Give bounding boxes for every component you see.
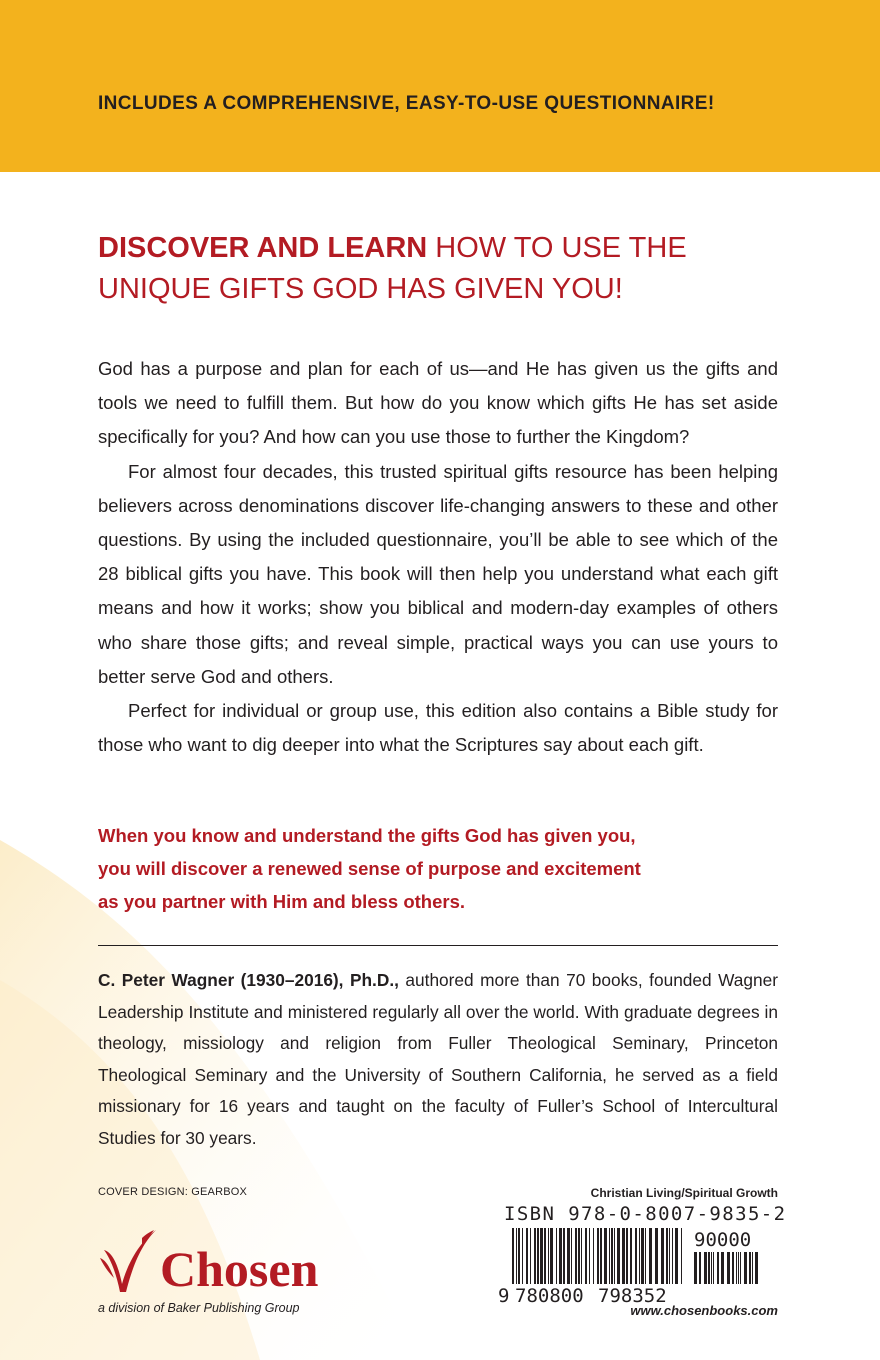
barcode-bar — [672, 1228, 673, 1284]
barcode-bar — [626, 1228, 628, 1284]
barcode-bar — [578, 1228, 580, 1284]
author-bio — [98, 965, 778, 1154]
barcode-bar — [534, 1228, 536, 1284]
barcode-bar — [609, 1228, 610, 1284]
barcode-bar — [708, 1252, 710, 1284]
headline-rest: HOW TO USE THE UNIQUE GIFTS GOD HAS GIVEN YOU! — [98, 232, 687, 305]
barcode-bar — [563, 1228, 565, 1284]
barcode-bar — [571, 1228, 572, 1284]
barcode-bar — [512, 1228, 514, 1284]
barcode-bar — [749, 1252, 751, 1284]
barcode-bar — [575, 1228, 577, 1284]
barcode-bar — [732, 1252, 734, 1284]
publisher-tagline: a division of Baker Publishing Group — [98, 1301, 300, 1315]
barcode-bar — [530, 1228, 531, 1284]
barcode-bar — [630, 1228, 632, 1284]
barcode-bar — [744, 1252, 747, 1284]
barcode-bar — [600, 1228, 602, 1284]
description-paragraph: For almost four decades, this trusted spiritual gifts resource has been helping believers across denominations discover life-changing answers to these and other questions. By using the included questionnaire, you’ll be able to see which of the 28 biblical gifts you have. This book will then help you understand what each gift means and how it works; show you biblical and modern-day examples of others who share those gifts; and reveal simple, practical ways you can use yours to better serve God and others. — [98, 460, 778, 687]
barcode-bar — [567, 1228, 570, 1284]
barcode-bar — [516, 1228, 517, 1284]
barcode-bar — [540, 1228, 543, 1284]
barcode-bar — [711, 1252, 712, 1284]
barcode-bar — [537, 1228, 539, 1284]
isbn-label: ISBN 978-0-8007-9835-2 — [504, 1203, 787, 1225]
barcode-bar — [556, 1228, 557, 1284]
barcode-bar — [645, 1228, 646, 1284]
cover-credit: COVER DESIGN: GEARBOX — [98, 1186, 248, 1198]
callout-line: you will discover a renewed sense of purpose and excitement — [98, 858, 641, 879]
banner-text: INCLUDES A COMPREHENSIVE, EASY-TO-USE QUESTIONNAIRE! — [98, 93, 715, 114]
ean-right-digits: 798352 — [598, 1285, 667, 1304]
publisher-name: Chosen — [160, 1241, 319, 1297]
barcode-bar — [604, 1228, 607, 1284]
barcode-bar — [699, 1252, 701, 1284]
barcode-bar — [548, 1228, 549, 1284]
callout — [98, 819, 788, 918]
addon-digits: 90000 — [694, 1229, 752, 1251]
callout-line: When you know and understand the gifts God has given you, — [98, 825, 636, 846]
check-flourish-icon — [98, 1228, 160, 1300]
ean-first-digit: 9 — [498, 1285, 510, 1304]
barcode-bar — [593, 1228, 594, 1284]
barcode-bar — [740, 1252, 741, 1284]
barcode-bar — [544, 1228, 546, 1284]
barcode-bar — [669, 1228, 670, 1284]
description-paragraph: Perfect for individual or group use, this edition also contains a Bible study for those who want to dig deeper into what the Scriptures say about each gift. — [98, 700, 778, 756]
barcode-bar — [559, 1228, 562, 1284]
barcode-bar — [518, 1228, 520, 1284]
barcode-bar — [727, 1252, 730, 1284]
barcode-bar — [639, 1228, 640, 1284]
callout-line: as you partner with Him and bless others. — [98, 891, 466, 912]
barcode-bar — [655, 1228, 658, 1284]
description-paragraph: God has a purpose and plan for each of us—and He has given us the gifts and tools we need to fulfill them. But how do you know which gifts He has set aside specifically for you? And how can you use those to further the Kingdom? — [98, 358, 778, 448]
barcode-bar — [635, 1228, 637, 1284]
barcode-bar — [704, 1252, 707, 1284]
ean-left-digits: 780800 — [515, 1285, 584, 1304]
barcode-bar — [614, 1228, 615, 1284]
headline — [98, 228, 798, 310]
barcode-bar — [622, 1228, 625, 1284]
barcode-bar — [736, 1252, 737, 1284]
barcode-bar — [611, 1228, 613, 1284]
barcode-bar — [617, 1228, 620, 1284]
barcode-bar — [675, 1228, 678, 1284]
barcode-bar — [589, 1228, 590, 1284]
headline-strong: DISCOVER AND LEARN — [98, 232, 428, 264]
barcode-bar — [755, 1252, 758, 1284]
barcode-bar — [681, 1228, 682, 1284]
barcode-bar — [752, 1252, 753, 1284]
barcode-bar — [717, 1252, 719, 1284]
barcode-bar — [641, 1228, 644, 1284]
book-category: Christian Living/Spiritual Growth — [590, 1186, 778, 1200]
barcode-bar — [550, 1228, 553, 1284]
addon-barcode-bars — [694, 1252, 758, 1284]
author-bio-text: authored more than 70 books, founded Wagner Leadership Institute and ministered regularly all over the world. With graduate degrees in theology, missiology and religion from Fuller Theological Seminary, Princeton Theological Seminary and the University of Southern California, he served as a field missionary for 16 years and taught on the faculty of Fuller’s School of Intercultural Studies for 30 years. — [98, 970, 778, 1148]
barcode-bar — [522, 1228, 523, 1284]
divider — [98, 945, 778, 946]
barcode-bar — [713, 1252, 714, 1284]
author-name: C. Peter Wagner (1930–2016), Ph.D., — [98, 970, 399, 990]
barcode — [498, 1228, 778, 1304]
barcode-bar — [738, 1252, 739, 1284]
barcode-bars — [512, 1228, 682, 1284]
barcode-bar — [661, 1228, 664, 1284]
publisher-logo — [98, 1228, 398, 1318]
top-banner — [0, 0, 880, 172]
barcode-bar — [649, 1228, 652, 1284]
barcode-bar — [597, 1228, 599, 1284]
barcode-bar — [526, 1228, 528, 1284]
barcode-bar — [721, 1252, 724, 1284]
description — [98, 352, 778, 762]
barcode-bar — [585, 1228, 587, 1284]
barcode-bar — [666, 1228, 668, 1284]
publisher-website: www.chosenbooks.com — [630, 1303, 778, 1318]
barcode-bar — [694, 1252, 697, 1284]
barcode-bar — [581, 1228, 582, 1284]
